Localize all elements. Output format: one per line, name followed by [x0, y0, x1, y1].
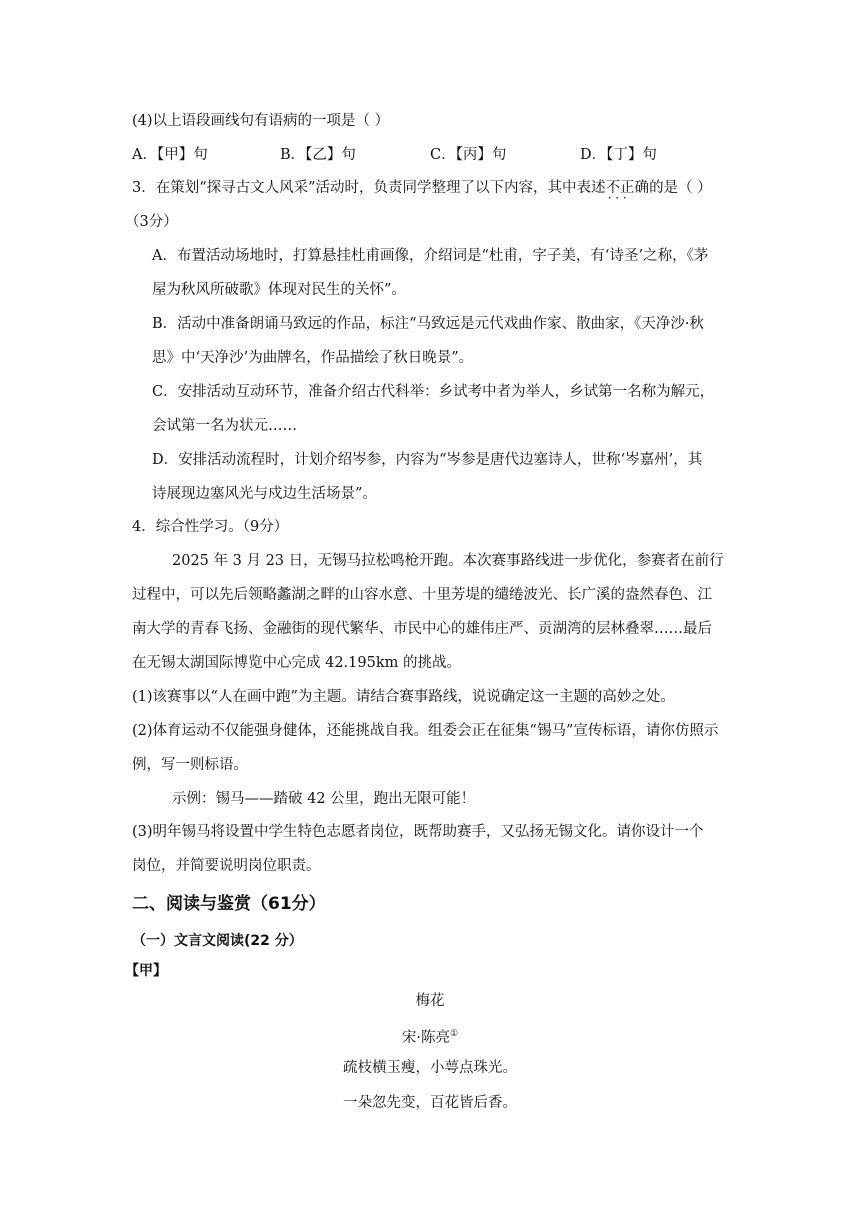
q4-sub3-line2: 岗位，并简要说明岗位职责。	[132, 858, 321, 874]
poem-title: 梅花	[415, 993, 445, 1009]
q4-sub2-line2: 例，写一则标语。	[132, 757, 248, 773]
q4-sub3-line1: (3)明年锡马将设置中学生特色志愿者岗位，既帮助赛手，又弘扬无锡文化。请你设计一个	[132, 824, 704, 840]
q3-option-d-line2: 诗展现边塞风光与戍边生活场景”。	[152, 486, 377, 502]
question-4-title: 4．综合性学习。（9分）	[132, 519, 289, 535]
section-2-subtitle: （一）文言文阅读(22 分）	[132, 933, 303, 949]
q3-option-b-line2: 思》中‘天净沙’为曲牌名，作品描绘了秋日晚景”。	[152, 350, 474, 366]
q3-stem-before: 3．在策划“探寻古文人风采”活动时，负责同学整理了以下内容，其中表述	[132, 180, 606, 196]
q4-sub1: (1)该赛事以“人在画中跑”为主题。请结合赛事路线，说说确定这一主题的高妙之处。	[132, 689, 675, 705]
question-3-stem	[132, 178, 712, 198]
poem-author: 宋·陈亮①	[401, 1029, 459, 1046]
q4-part4-stem: (4)以上语段画线句有语病的一项是（ ）	[132, 113, 390, 129]
q3-option-c-line2: 会试第一名为状元……	[152, 418, 297, 434]
q4-paragraph-line1: 2025 年 3 月 23 日，无锡马拉松鸣枪开跑。本次赛事路线进一步优化，参赛者在前行	[172, 553, 724, 569]
q4-example: 示例：锡马——踏破 42 公里，跑出无限可能！	[172, 791, 476, 807]
option-a: A．【甲】句	[132, 147, 208, 163]
option-b: B．【乙】句	[280, 147, 356, 163]
passage-label-jia: 【甲】	[125, 963, 167, 979]
q4-paragraph-line3: 南大学的青春飞扬、金融街的现代繁华、市民中心的雄伟庄严、贡湖湾的层林叠翠……最后	[132, 621, 712, 637]
footnote-marker: ①	[450, 1029, 459, 1039]
q3-option-b-line1: B．活动中准备朗诵马致远的作品，标注“马致远是元代戏曲作家、散曲家，《天净沙·秋	[152, 316, 704, 332]
q3-score: （3分）	[125, 214, 178, 230]
section-2-title: 二、阅读与鉴赏（61分）	[132, 894, 326, 914]
q3-option-d-line1: D．安排活动流程时，计划介绍岑参，内容为“岑参是唐代边塞诗人，世称‘岑嘉州’，其	[152, 452, 703, 468]
option-c: C．【丙】句	[430, 147, 507, 163]
q3-option-a-line2: 屋为秋风所破歌》体现对民生的关怀”。	[152, 282, 406, 298]
q4-paragraph-line4: 在无锡太湖国际博览中心完成 42.195km 的挑战。	[132, 655, 461, 671]
poem-line-2: 一朵忽先变，百花皆后香。	[343, 1095, 517, 1111]
poem-line-1: 疏枝横玉瘦，小萼点珠光。	[343, 1060, 517, 1076]
q3-option-c-line1: C．安排活动互动环节，准备介绍古代科举：乡试考中者为举人，乡试第一名称为解元，	[152, 384, 715, 400]
q4-sub2-line1: (2)体育运动不仅能强身健体，还能挑战自我。组委会正在征集“锡马”宣传标语，请你仿照示	[132, 723, 719, 739]
q3-option-a-line1: A．布置活动场地时，打算悬挂杜甫画像，介绍词是“杜甫，字子美，有‘诗圣’之称，《茅	[152, 248, 709, 264]
q3-stem-after: 的是（ ）	[649, 180, 712, 196]
q3-emphasis: 不正确 · ·	[606, 180, 650, 196]
option-d: D．【丁】句	[580, 147, 657, 163]
q4-paragraph-line2: 过程中，可以先后领略蠡湖之畔的山容水意、十里芳堤的缱绻波光、长广溪的盎然春色、江	[132, 587, 712, 603]
